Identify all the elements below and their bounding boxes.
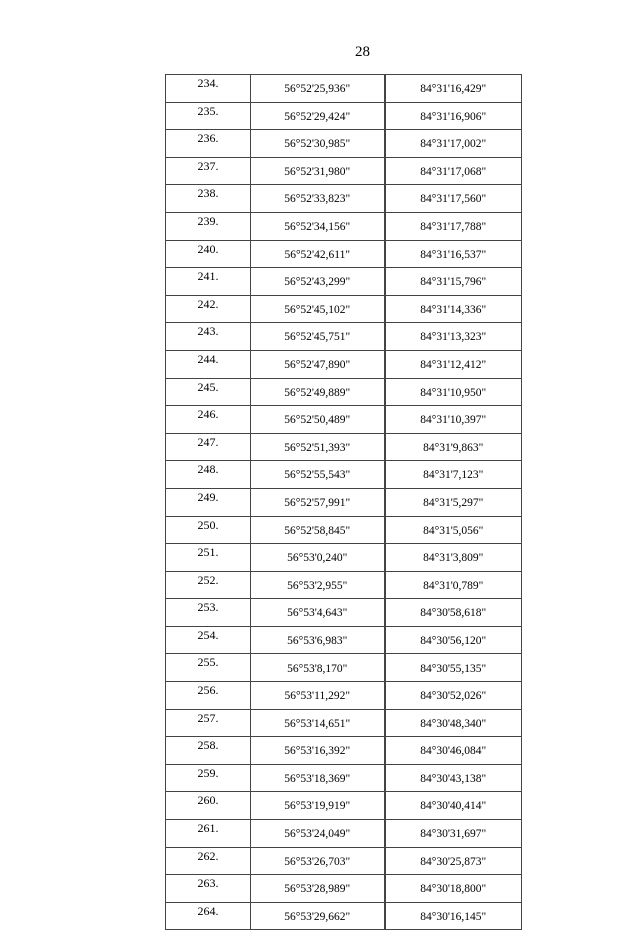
longitude-cell: 84°31'5,056" — [385, 516, 522, 544]
longitude-cell: 84°30'43,138" — [385, 764, 522, 792]
latitude-cell: 56°52'49,889" — [251, 378, 385, 406]
table-row — [166, 461, 522, 489]
point-number-cell: 254. — [166, 626, 251, 654]
latitude-cell: 56°53'14,651" — [251, 709, 385, 737]
table-row — [166, 240, 522, 268]
point-number-cell: 242. — [166, 295, 251, 323]
table-row — [166, 295, 522, 323]
point-number-cell: 237. — [166, 157, 251, 185]
table-row — [166, 157, 522, 185]
point-number-cell: 252. — [166, 571, 251, 599]
table-row — [166, 350, 522, 378]
point-number-cell: 236. — [166, 130, 251, 158]
longitude-cell: 84°31'17,560" — [385, 185, 522, 213]
point-number-cell: 241. — [166, 268, 251, 296]
table-row — [166, 764, 522, 792]
longitude-cell: 84°30'56,120" — [385, 626, 522, 654]
point-number-cell: 238. — [166, 185, 251, 213]
point-number-cell: 248. — [166, 461, 251, 489]
latitude-cell: 56°53'18,369" — [251, 764, 385, 792]
page-number: 28 — [355, 44, 370, 60]
point-number-cell: 256. — [166, 682, 251, 710]
longitude-cell: 84°31'16,429" — [385, 75, 522, 103]
latitude-cell: 56°52'42,611" — [251, 240, 385, 268]
point-number-cell: 244. — [166, 350, 251, 378]
latitude-cell: 56°52'51,393" — [251, 433, 385, 461]
table-row — [166, 682, 522, 710]
longitude-cell: 84°30'31,697" — [385, 820, 522, 848]
latitude-cell: 56°52'29,424" — [251, 102, 385, 130]
table-row — [166, 185, 522, 213]
point-number-cell: 258. — [166, 737, 251, 765]
latitude-cell: 56°52'30,985" — [251, 130, 385, 158]
table-row — [166, 516, 522, 544]
point-number-cell: 245. — [166, 378, 251, 406]
table-row — [166, 875, 522, 903]
latitude-cell: 56°53'19,919" — [251, 792, 385, 820]
longitude-cell: 84°30'16,145" — [385, 902, 522, 930]
latitude-cell: 56°53'2,955" — [251, 571, 385, 599]
table-row — [166, 102, 522, 130]
latitude-cell: 56°53'16,392" — [251, 737, 385, 765]
point-number-cell: 263. — [166, 875, 251, 903]
longitude-cell: 84°31'12,412" — [385, 350, 522, 378]
point-number-cell: 250. — [166, 516, 251, 544]
longitude-cell: 84°31'17,068" — [385, 157, 522, 185]
longitude-cell: 84°31'10,397" — [385, 406, 522, 434]
latitude-cell: 56°53'28,989" — [251, 875, 385, 903]
longitude-cell: 84°30'18,800" — [385, 875, 522, 903]
coordinates-table-body — [166, 75, 522, 930]
table-row — [166, 75, 522, 103]
point-number-cell: 257. — [166, 709, 251, 737]
point-number-cell: 264. — [166, 902, 251, 930]
latitude-cell: 56°52'43,299" — [251, 268, 385, 296]
longitude-cell: 84°31'7,123" — [385, 461, 522, 489]
latitude-cell: 56°53'8,170" — [251, 654, 385, 682]
latitude-cell: 56°52'33,823" — [251, 185, 385, 213]
latitude-cell: 56°53'24,049" — [251, 820, 385, 848]
longitude-cell: 84°31'16,537" — [385, 240, 522, 268]
table-row — [166, 902, 522, 930]
table-row — [166, 212, 522, 240]
latitude-cell: 56°52'25,936" — [251, 75, 385, 103]
point-number-cell: 243. — [166, 323, 251, 351]
longitude-cell: 84°31'14,336" — [385, 295, 522, 323]
table-row — [166, 847, 522, 875]
longitude-cell: 84°30'48,340" — [385, 709, 522, 737]
point-number-cell: 262. — [166, 847, 251, 875]
longitude-cell: 84°31'3,809" — [385, 544, 522, 572]
table-row — [166, 737, 522, 765]
longitude-cell: 84°30'52,026" — [385, 682, 522, 710]
latitude-cell: 56°53'4,643" — [251, 599, 385, 627]
longitude-cell: 84°30'40,414" — [385, 792, 522, 820]
point-number-cell: 261. — [166, 820, 251, 848]
longitude-cell: 84°31'16,906" — [385, 102, 522, 130]
longitude-cell: 84°30'58,618" — [385, 599, 522, 627]
longitude-cell: 84°31'10,950" — [385, 378, 522, 406]
latitude-cell: 56°52'47,890" — [251, 350, 385, 378]
table-row — [166, 820, 522, 848]
latitude-cell: 56°53'6,983" — [251, 626, 385, 654]
longitude-cell: 84°31'9,863" — [385, 433, 522, 461]
point-number-cell: 246. — [166, 406, 251, 434]
point-number-cell: 240. — [166, 240, 251, 268]
latitude-cell: 56°52'57,991" — [251, 488, 385, 516]
latitude-cell: 56°53'11,292" — [251, 682, 385, 710]
longitude-cell: 84°31'13,323" — [385, 323, 522, 351]
table-row — [166, 433, 522, 461]
table-row — [166, 406, 522, 434]
longitude-cell: 84°30'46,084" — [385, 737, 522, 765]
longitude-cell: 84°31'5,297" — [385, 488, 522, 516]
table-row — [166, 571, 522, 599]
table-row — [166, 626, 522, 654]
latitude-cell: 56°52'34,156" — [251, 212, 385, 240]
latitude-cell: 56°53'0,240" — [251, 544, 385, 572]
latitude-cell: 56°52'31,980" — [251, 157, 385, 185]
point-number-cell: 255. — [166, 654, 251, 682]
table-row — [166, 599, 522, 627]
latitude-cell: 56°52'58,845" — [251, 516, 385, 544]
latitude-cell: 56°52'45,751" — [251, 323, 385, 351]
table-row — [166, 323, 522, 351]
point-number-cell: 260. — [166, 792, 251, 820]
point-number-cell: 249. — [166, 488, 251, 516]
table-row — [166, 792, 522, 820]
longitude-cell: 84°30'25,873" — [385, 847, 522, 875]
longitude-cell: 84°31'17,002" — [385, 130, 522, 158]
latitude-cell: 56°52'55,543" — [251, 461, 385, 489]
point-number-cell: 239. — [166, 212, 251, 240]
table-row — [166, 488, 522, 516]
longitude-cell: 84°30'55,135" — [385, 654, 522, 682]
table-row — [166, 130, 522, 158]
table-row — [166, 544, 522, 572]
point-number-cell: 247. — [166, 433, 251, 461]
latitude-cell: 56°52'45,102" — [251, 295, 385, 323]
coordinates-table — [165, 74, 522, 930]
point-number-cell: 253. — [166, 599, 251, 627]
point-number-cell: 234. — [166, 75, 251, 103]
latitude-cell: 56°53'26,703" — [251, 847, 385, 875]
point-number-cell: 259. — [166, 764, 251, 792]
longitude-cell: 84°31'17,788" — [385, 212, 522, 240]
table-row — [166, 709, 522, 737]
table-row — [166, 378, 522, 406]
longitude-cell: 84°31'15,796" — [385, 268, 522, 296]
latitude-cell: 56°52'50,489" — [251, 406, 385, 434]
point-number-cell: 235. — [166, 102, 251, 130]
table-row — [166, 654, 522, 682]
longitude-cell: 84°31'0,789" — [385, 571, 522, 599]
point-number-cell: 251. — [166, 544, 251, 572]
latitude-cell: 56°53'29,662" — [251, 902, 385, 930]
table-row — [166, 268, 522, 296]
